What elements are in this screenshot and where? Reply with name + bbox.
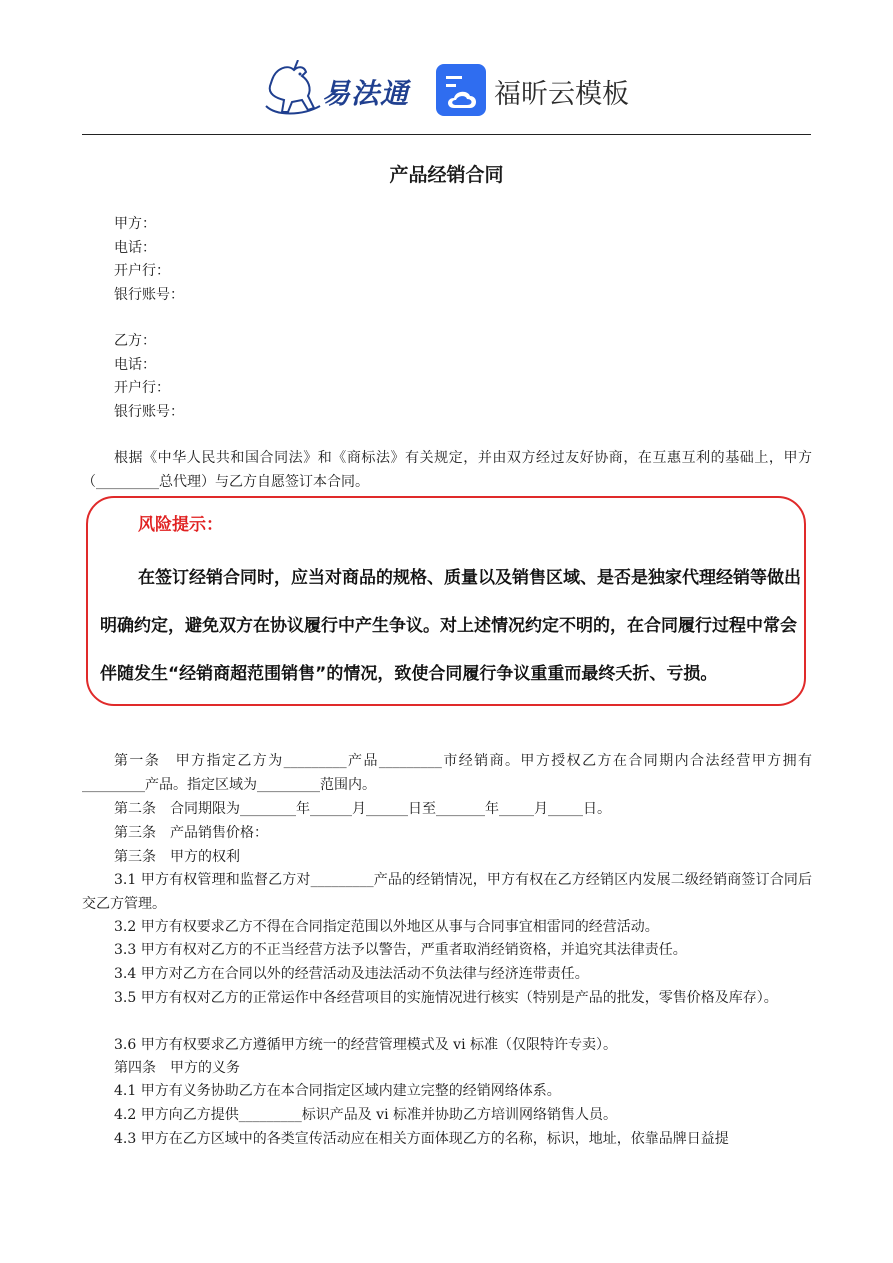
party-b-name: 乙方： [114,333,156,349]
clause-3-4: 3.4 甲方对乙方在合同以外的经营活动及违法活动不负法律与经济连带责任。 [114,966,589,982]
preamble: 根据《中华人民共和国合同法》和《商标法》有关规定，并由双方经过友好协商，在互惠互利的基础上，甲方（_________总代理）与乙方自愿签订本合同。 [82,450,812,490]
logo2-text: 福昕云模板 [494,79,629,110]
header-divider [82,134,811,135]
header [0,0,893,136]
party-b-phone: 电话： [114,357,156,373]
party-a-account: 银行账号： [114,287,184,303]
party-b-bank: 开户行： [114,380,170,396]
party-a-phone: 电话： [114,240,156,256]
clause-4-3: 4.3 甲方在乙方区域中的各类宣传活动应在相关方面体现乙方的名称，标识，地址，依靠品牌日益提 [114,1131,729,1147]
clause-3-1: 3.1 甲方有权管理和监督乙方对_________产品的经销情况，甲方有权在乙方经销区内发展二级经销商签订合同后交乙方管理。 [82,872,812,912]
clause-4-heading: 第四条 甲方的义务 [114,1060,240,1076]
document-cloud-icon [436,64,486,116]
clause-3: 第三条 产品销售价格： [114,825,268,841]
unicorn-icon [262,60,324,118]
risk-notice-box [86,496,806,706]
clause-2: 第二条 合同期限为________年______月______日至_______年_____月_____日。 [114,801,611,817]
risk-notice-body: 在签订经销合同时，应当对商品的规格、质量以及销售区域、是否是独家代理经销等做出明确约定，避免双方在协议履行中产生争议。对上述情况约定不明的，在合同履行过程中常会伴随发生“经销商超范围销售”的情况，致使合同履行争议重重而最终夭折、亏损。 [100,568,801,684]
party-a-name: 甲方： [114,216,156,232]
clause-3-2: 3.2 甲方有权要求乙方不得在合同指定范围以外地区从事与合同事宜相雷同的经营活动。 [114,919,659,935]
clause-4-1: 4.1 甲方有义务协助乙方在本合同指定区域内建立完整的经销网络体系。 [114,1083,561,1099]
clause-1: 第一条 甲方指定乙方为_________产品_________市经销商。甲方授权乙方在合同期内合法经营甲方拥有_________产品。指定区域为_________范围内。 [82,753,812,793]
logo1-text: 易法通 [322,77,410,110]
clause-3-6: 3.6 甲方有权要求乙方遵循甲方统一的经营管理模式及 vi 标准（仅限特许专卖）。 [114,1037,617,1053]
party-b-account: 银行账号： [114,404,184,420]
clause-4-2: 4.2 甲方向乙方提供_________标识产品及 vi 标准并协助乙方培训网络销售人员。 [114,1107,618,1123]
clause-3-3: 3.3 甲方有权对乙方的不正当经营方法予以警告，严重者取消经销资格，并追究其法律责任。 [114,942,687,958]
party-a-bank: 开户行： [114,263,170,279]
clause-3-5: 3.5 甲方有权对乙方的正常运作中各经营项目的实施情况进行核实（特别是产品的批发，零售价格及库存）。 [114,990,778,1006]
clause-3-heading: 第三条 甲方的权利 [114,849,240,865]
yifatong-logo [262,60,412,120]
risk-notice-title: 风险提示： [138,515,223,535]
page-title: 产品经销合同 [389,164,504,186]
foxit-logo [436,64,646,120]
